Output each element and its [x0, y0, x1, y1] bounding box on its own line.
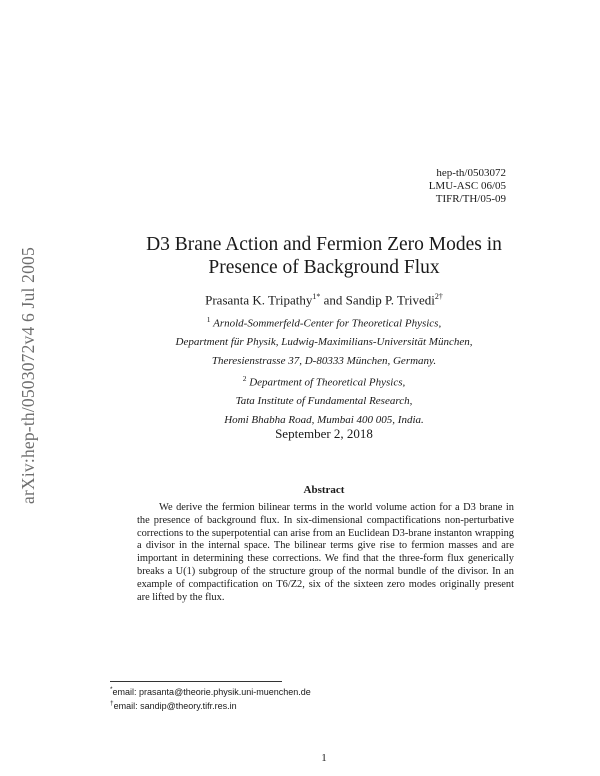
footnote-email: email: prasanta@theorie.physik.uni-muenchen.de	[112, 687, 311, 697]
affiliation-mark: 2	[242, 374, 247, 384]
affiliation-line: Homi Bhabha Road, Mumbai 400 005, India.	[224, 413, 424, 426]
author-name: Sandip P. Trivedi	[345, 292, 435, 308]
abstract-body: We derive the fermion bilinear terms in the world volume action for a D3 brane in the presence of background flux. In six-dimensional compactifications non-perturbative corrections to the superpotential can arise from an Euclidean D3-brane instanton wrapping a divisor in the internal space. The bilinear terms give rise to fermion masses and are important in determining these corrections. We find that the three-form flux generically breaks a U(1) subgroup of the structure group of the normal bundle of the divisor. In an example of compactification on T6/Z2, six of the sixteen zero modes originally present are lifted by the flux.	[137, 502, 514, 603]
author-list	[100, 292, 548, 308]
arxiv-stamp-text: arXiv:hep-th/0503072v4 6 Jul 2005	[17, 246, 38, 504]
footnote-rule	[110, 681, 282, 682]
footnotes	[110, 684, 311, 712]
page-number: 1	[321, 752, 327, 764]
title-line: Presence of Background Flux	[208, 257, 440, 278]
affiliation-line: Department für Physik, Ludwig-Maximilians-Universität München,	[175, 336, 473, 349]
footnote-mark: *	[110, 686, 113, 693]
paper-title	[100, 233, 548, 279]
author-mark: 1*	[312, 292, 321, 301]
author-conjunction: and	[320, 292, 346, 308]
paper-date: September 2, 2018	[275, 426, 373, 441]
report-number: LMU-ASC 06/05	[428, 180, 506, 192]
footnote-email: email: sandip@theory.tifr.res.in	[113, 701, 237, 711]
report-number: hep-th/0503072	[436, 167, 506, 179]
report-numbers	[429, 167, 506, 206]
footnote-mark: †	[110, 700, 114, 707]
footnote	[110, 698, 311, 712]
title-line: D3 Brane Action and Fermion Zero Modes in	[146, 234, 502, 255]
abstract-heading: Abstract	[303, 484, 345, 496]
affiliation-mark: 1	[206, 315, 211, 324]
footnote	[110, 684, 311, 698]
affiliations	[100, 311, 548, 429]
author-mark: 2†	[434, 292, 443, 301]
author-name: Prasanta K. Tripathy	[205, 292, 313, 308]
affiliation-line: $^2$ Department of Theoretical Physics,	[242, 374, 406, 389]
affiliation-line: Tata Institute of Fundamental Research,	[235, 395, 413, 408]
arxiv-identifier-stamp	[13, 215, 43, 535]
affiliation-line: Theresienstrasse 37, D-80333 München, Germany.	[211, 354, 437, 367]
affiliation-line: $^1$ Arnold-Sommerfeld-Center for Theoretical Physics,	[206, 315, 442, 330]
report-number: TIFR/TH/05-09	[435, 193, 506, 205]
